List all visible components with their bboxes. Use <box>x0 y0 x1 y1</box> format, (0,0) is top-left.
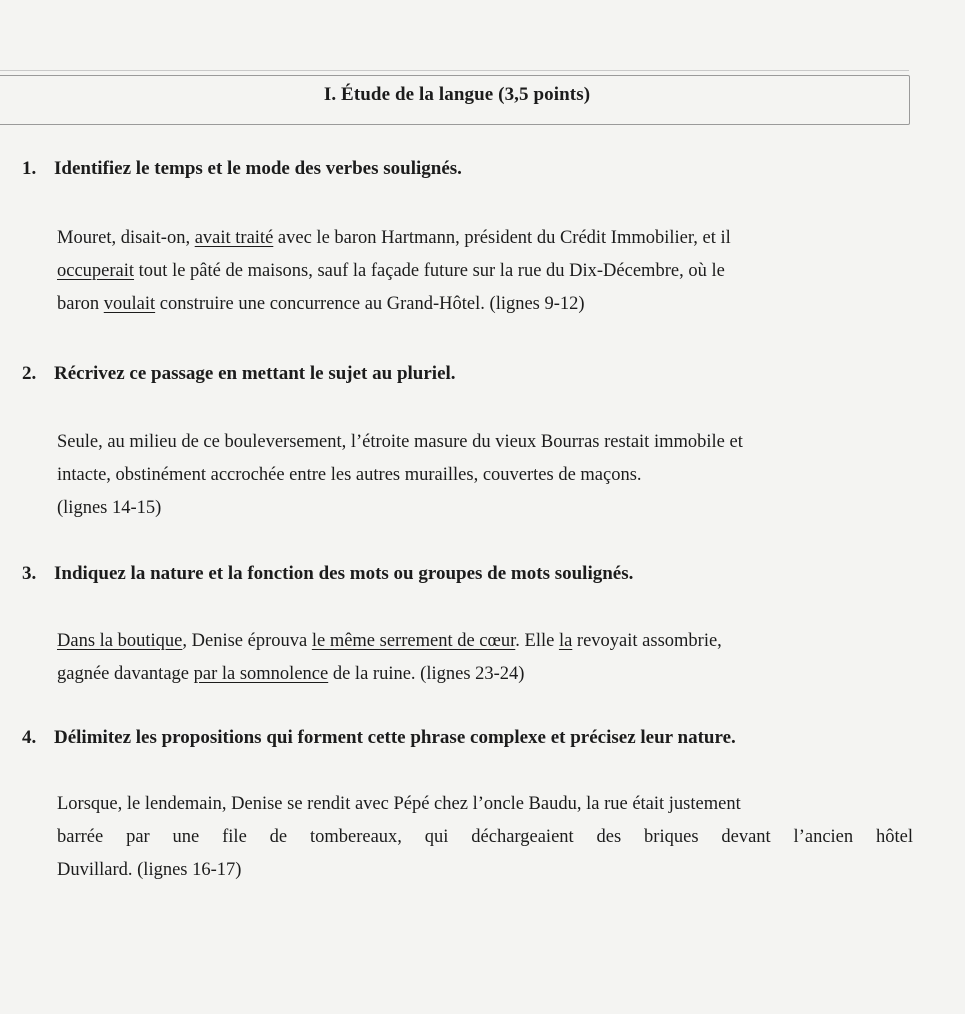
passage-line <box>57 658 913 691</box>
question-3-passage <box>57 625 913 691</box>
text-run: tout le pâté de maisons, sauf la façade future sur la rue du Dix-Décembre, où le <box>134 261 725 281</box>
passage-line: Lorsque, le lendemain, Denise se rendit avec Pépé chez l’oncle Baudu, la rue était justement <box>57 794 741 814</box>
question-instruction: Récrivez ce passage en mettant le sujet au pluriel. <box>54 363 456 384</box>
passage-line: intacte, obstinément accrochée entre les autres murailles, couvertes de maçons. <box>57 465 642 485</box>
text-run: de la ruine. (lignes 23-24) <box>328 664 525 684</box>
question-number: 1. <box>22 158 37 179</box>
section-title: I. Étude de la langue (3,5 points) <box>323 84 591 105</box>
text-run: baron <box>57 294 104 314</box>
passage-line: Duvillard. (lignes 16-17) <box>57 860 242 880</box>
question-1-heading <box>22 158 462 180</box>
question-2-passage <box>57 426 913 525</box>
underlined-group: par la somnolence <box>193 664 329 684</box>
passage-line <box>57 288 913 321</box>
text-run: . Elle <box>515 631 559 651</box>
text-run: avec le baron Hartmann, président du Crédit Immobilier, et il <box>273 228 731 248</box>
question-4-passage <box>57 788 913 887</box>
question-number: 3. <box>22 563 37 584</box>
passage-line <box>57 222 913 255</box>
question-instruction: Identifiez le temps et le mode des verbes soulignés. <box>54 158 462 179</box>
passage-line: barrée par une file de tombereaux, qui déchargeaient des briques devant l’ancien hôtel <box>57 827 913 847</box>
question-number: 2. <box>22 363 37 384</box>
passage-line <box>57 625 913 658</box>
question-instruction: Délimitez les propositions qui forment cette phrase complexe et précisez leur nature. <box>54 727 736 748</box>
text-run: , Denise éprouva <box>182 631 312 651</box>
text-run: Mouret, disait-on, <box>57 228 195 248</box>
underlined-verb: avait traité <box>194 228 274 248</box>
question-4-heading <box>22 727 736 749</box>
underlined-verb: occuperait <box>57 261 135 281</box>
underlined-verb: voulait <box>103 294 156 314</box>
text-run: revoyait assombrie, <box>572 631 722 651</box>
text-run: construire une concurrence au Grand-Hôtel. (lignes 9-12) <box>155 294 585 314</box>
text-run: gagnée davantage <box>57 664 194 684</box>
passage-line <box>57 255 913 288</box>
question-1-passage <box>57 222 913 321</box>
passage-line: Seule, au milieu de ce bouleversement, l’étroite masure du vieux Bourras restait immobile et <box>57 432 743 452</box>
passage-line: (lignes 14-15) <box>57 498 162 518</box>
underlined-group: Dans la boutique <box>57 631 183 651</box>
question-2-heading <box>22 363 456 385</box>
question-number: 4. <box>22 727 37 748</box>
underlined-group: le même serrement de cœur <box>311 631 516 651</box>
question-3-heading <box>22 563 633 585</box>
question-instruction: Indiquez la nature et la fonction des mots ou groupes de mots soulignés. <box>54 563 634 584</box>
underlined-group: la <box>558 631 573 651</box>
